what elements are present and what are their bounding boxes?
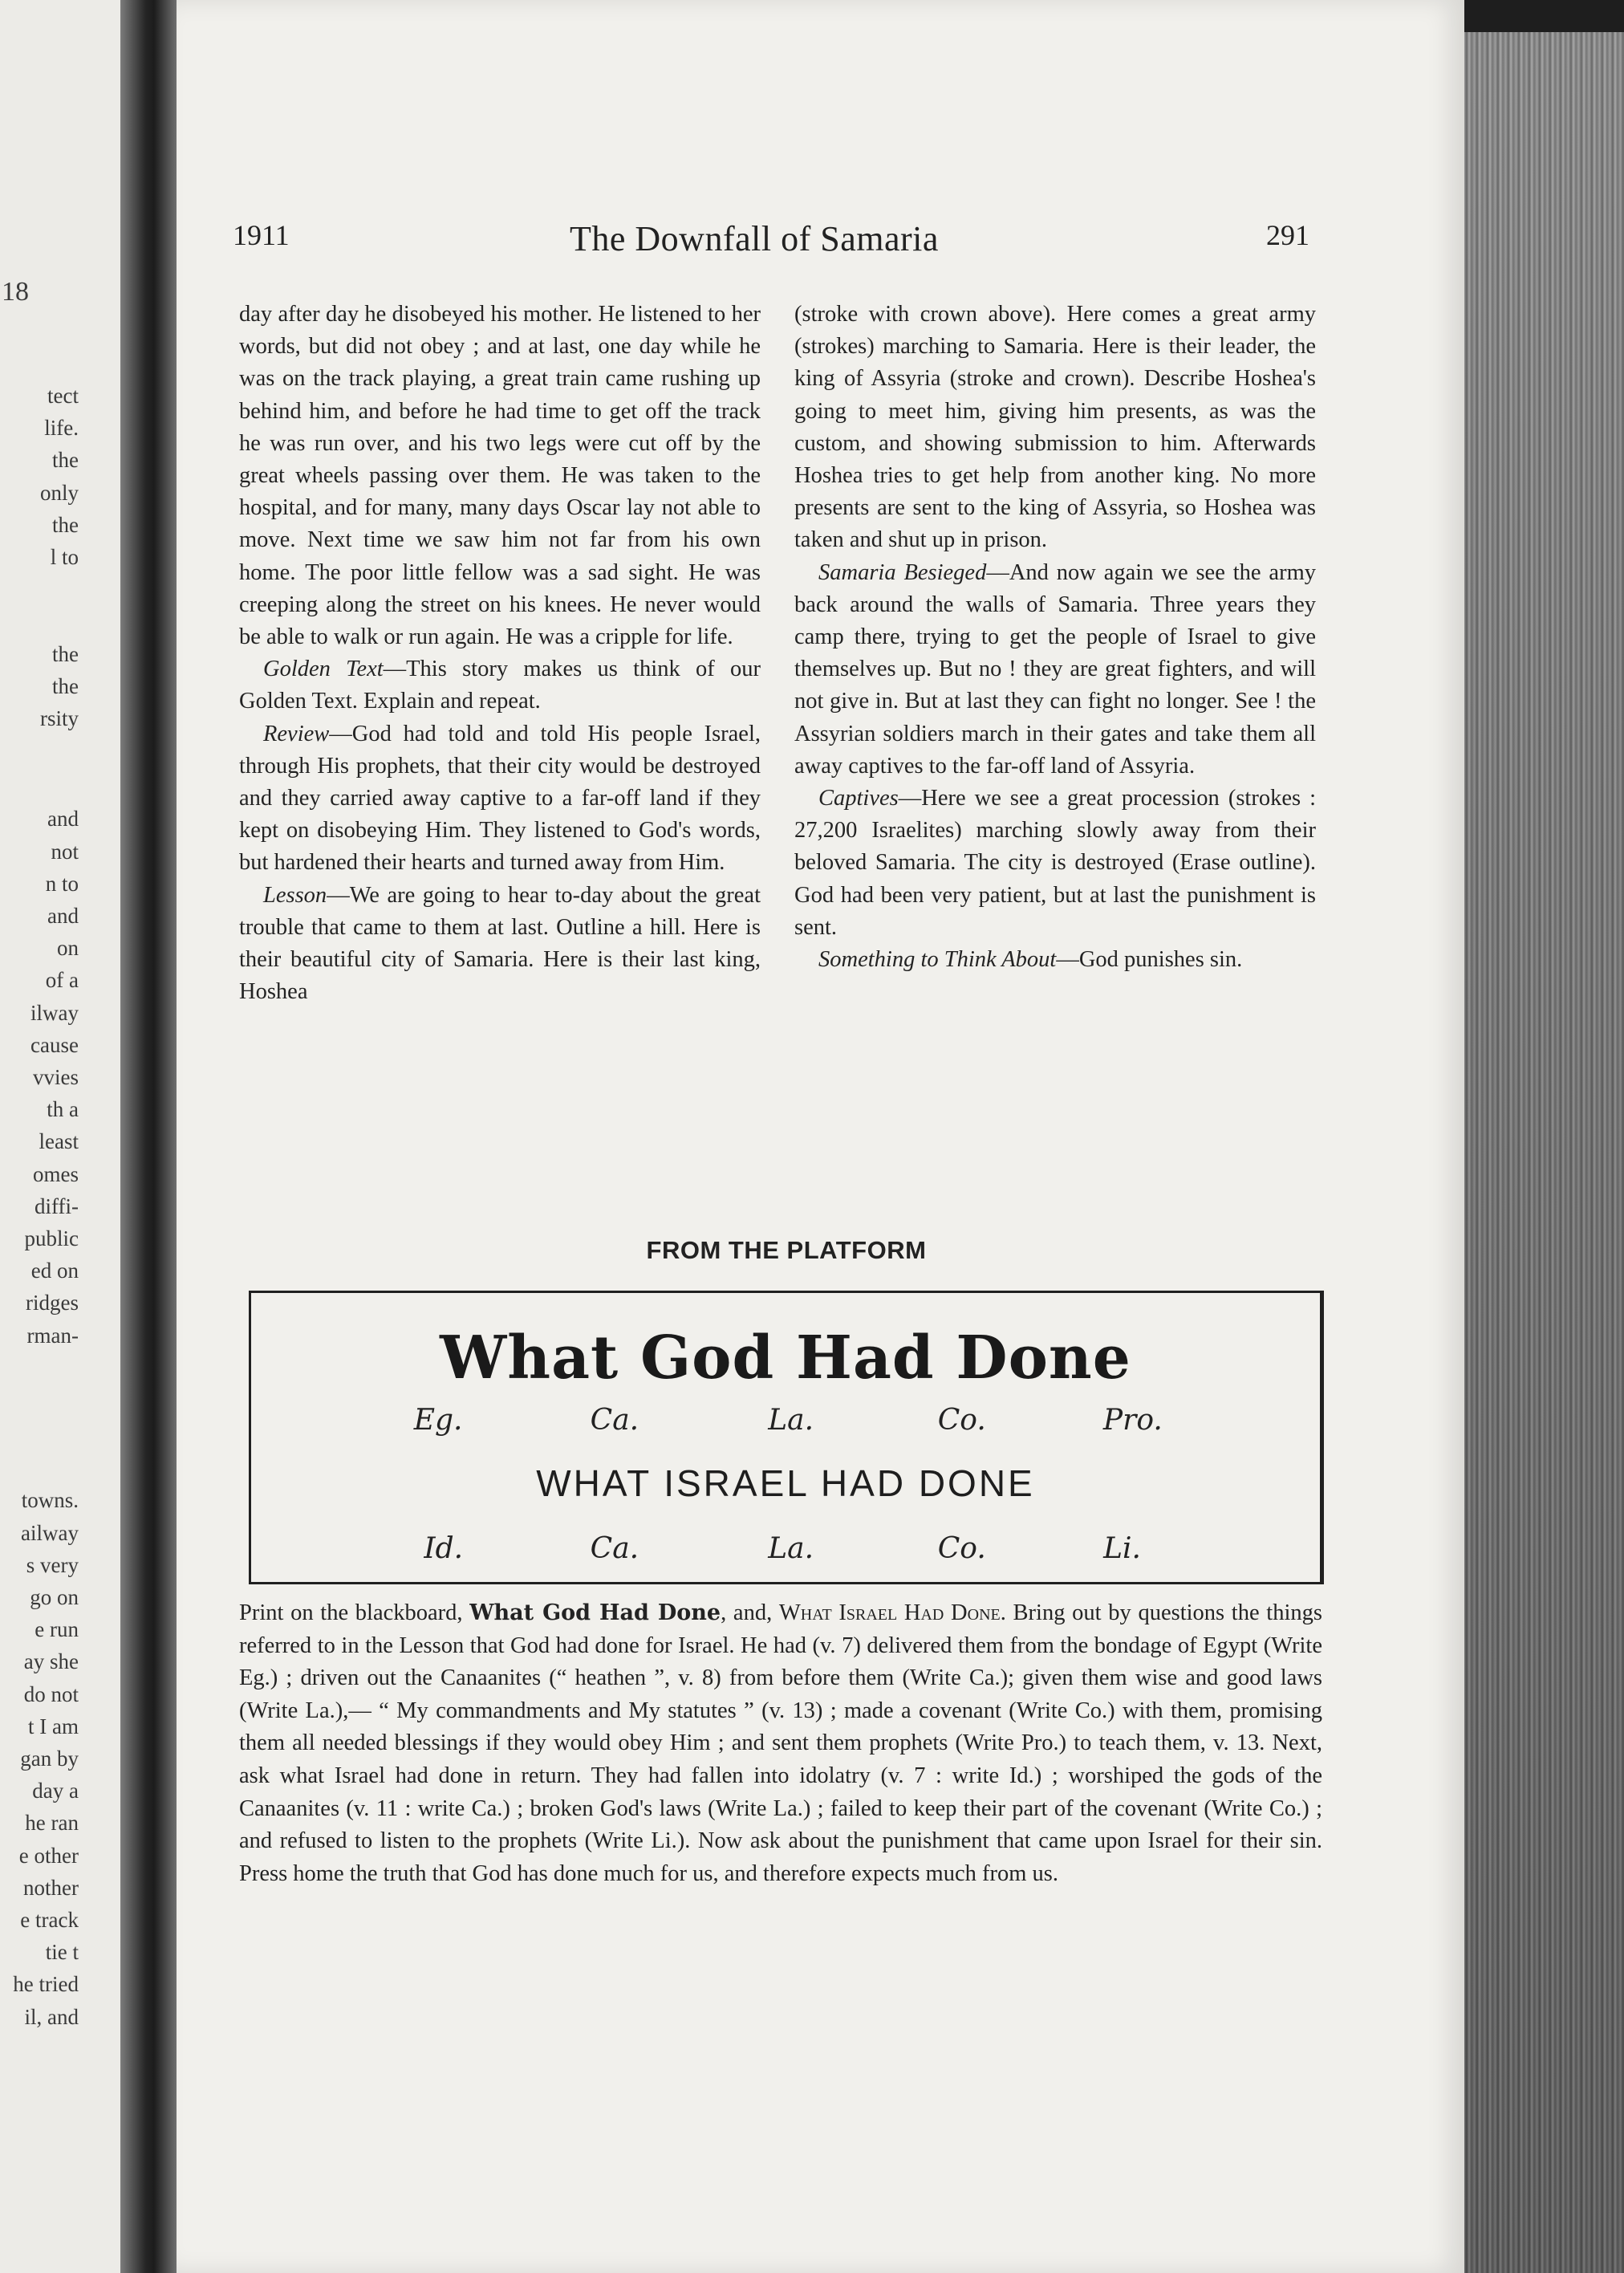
left-page-line-fragment: do not <box>23 1681 79 1706</box>
left-page-line-fragment: ay she <box>23 1649 79 1674</box>
left-page-line-fragment: the <box>52 673 79 698</box>
story-paragraph: day after day he disobeyed his mother. He listened to her words, but did not obey ; and at last, one day while he was on the track playing, a great train came rushing up behind him, and before he had time to get off the track he was run over, and his two legs were cut off by the great wheels passing over them. He was taken to the hospital, and for many, many days Oscar lay not able to move. Next time we saw him not far from his own home. The poor little fellow was a sad sight. He was creeping along the street on his knees. He never would be able to walk or run again. He was a cripple for life. <box>239 302 761 650</box>
abbr-ca: Ca. <box>590 1532 639 1565</box>
review-label: Review <box>263 721 330 746</box>
left-page-line-fragment: rsity <box>39 706 79 730</box>
left-page-line-fragment: ed on <box>30 1258 79 1283</box>
left-page-line-fragment: and <box>47 904 79 928</box>
left-page-line-fragment: l to <box>50 545 79 569</box>
left-page-line-fragment: e track <box>20 1908 79 1932</box>
think-about-paragraph <box>794 944 1316 976</box>
review-paragraph <box>239 718 761 880</box>
instr-text-2: , and, <box>721 1600 779 1625</box>
captives-label: Captives <box>818 786 899 811</box>
abbr-li: Li. <box>1103 1532 1142 1565</box>
left-page-line-fragment: n to <box>45 871 79 896</box>
abbr-co: Co. <box>937 1532 986 1565</box>
left-column <box>239 299 761 1008</box>
left-page-line-fragment: diffi- <box>35 1193 79 1218</box>
left-page-line-fragment: s very <box>26 1552 79 1577</box>
running-head-title: The Downfall of Samaria <box>570 219 939 258</box>
golden-text-body: —This story makes us think of our Golden Text. Explain and repeat. <box>239 657 761 714</box>
instr-blackletter-title: What God Had Done <box>469 1600 721 1625</box>
left-page-line-fragment: towns. <box>21 1488 79 1513</box>
abbreviation-row-israel <box>251 1532 1320 1572</box>
left-page-line-fragment: vvies <box>33 1065 79 1089</box>
left-page-line-fragment: only <box>39 480 79 505</box>
left-page-line-fragment: not <box>51 839 79 864</box>
blackboard-title-israel: WHAT ISRAEL HAD DONE <box>536 1462 1035 1504</box>
left-facing-page <box>0 0 120 2273</box>
lesson-body: —We are going to hear to-day about the great trouble that came to them at last. Outline a hill. Here is their beautiful city of Samaria. Here is their last king, Hoshea <box>239 882 761 1005</box>
abbr-la: La. <box>768 1532 814 1565</box>
left-page-line-fragment: ailway <box>21 1520 79 1545</box>
golden-text-paragraph <box>239 653 761 718</box>
left-page-line-fragment: go on <box>30 1585 79 1609</box>
left-page-line-fragment: nother <box>23 1875 79 1900</box>
left-page-line-fragment: on <box>57 936 79 961</box>
left-page-line-fragment: rman- <box>26 1323 79 1348</box>
left-page-number: 18 <box>2 277 29 307</box>
left-page-line-fragment: th a <box>47 1097 79 1122</box>
abbr-pro: Pro. <box>1102 1404 1163 1437</box>
book-page-edges <box>1464 32 1624 2273</box>
instr-text-1: Print on the blackboard, <box>239 1600 470 1625</box>
left-page-line-fragment: and <box>47 807 79 832</box>
page-number: 291 <box>1266 219 1309 251</box>
blackboard-instructions-paragraph <box>239 1597 1322 1890</box>
left-page-line-fragment: day a <box>32 1779 79 1803</box>
samaria-besieged-label: Samaria Besieged <box>818 559 987 585</box>
left-page-line-fragment: the <box>52 448 79 473</box>
left-page-line-fragment: il, and <box>24 2004 79 2029</box>
platform-heading: FROM THE PLATFORM <box>646 1236 927 1264</box>
instr-text-3: . Bring out by questions the things referred to in the Lesson that God had done for Israel. He had (v. 7) delivered them from the bondage of Egypt (Write Eg.) ; driven out the Canaanites (“ heathen ”, v. 8) from before them (Write Ca.); given them wise and good laws (Write La.),— “ My commandments and My statutes ” (v. 13) ; made a covenant (Write Co.) with them, promising them all needed blessings if they would obey Him ; and sent them prophets (Write Pro.) to teach them, v. 13. Next, ask what Israel had done in return. They had fallen into idolatry (v. 7 : write Id.) ; worshiped the gods of the Canaanites (v. 11 : write Ca.) ; broken God's laws (Write La.) ; failed to keep their part of the covenant (Write Co.) ; and refused to listen to the prophets (Write Li.). Now ask about the punishment that came upon Israel for their sin. Press home the truth that God has done much for us, and therefore expects much from us. <box>239 1600 1322 1886</box>
continued-lesson-paragraph: (stroke with crown above). Here comes a great army (strokes) marching to Samaria. Here is their leader, the king of Assyria (stroke and crown). Describe Hoshea's going to meet him, giving him presents, as was the custom, and showing submission to him. Afterwards Hoshea tries to get help from another king. No more presents are sent to the king of Assyria, so Hoshea was taken and shut up in prison. <box>794 302 1316 553</box>
abbr-ca: Ca. <box>590 1404 639 1437</box>
book-page <box>177 0 1464 2273</box>
samaria-besieged-paragraph <box>794 557 1316 783</box>
book-gutter <box>120 0 177 2273</box>
abbr-co: Co. <box>937 1404 986 1437</box>
golden-text-label: Golden Text <box>263 657 384 682</box>
left-page-line-fragment: he ran <box>25 1811 79 1836</box>
left-page-line-fragment: the <box>52 512 79 537</box>
lesson-paragraph <box>239 880 761 1009</box>
left-page-line-fragment: gan by <box>20 1746 79 1771</box>
left-page-line-fragment: he tried <box>13 1972 79 1997</box>
right-column <box>794 299 1316 976</box>
left-page-line-fragment: life. <box>44 416 79 441</box>
left-page-line-fragment: ilway <box>30 1000 79 1025</box>
abbr-id: Id. <box>424 1532 464 1565</box>
left-page-line-fragment: omes <box>33 1161 79 1186</box>
left-page-line-fragment: ridges <box>26 1291 79 1315</box>
left-page-line-fragment: e other <box>18 1843 79 1868</box>
captives-paragraph <box>794 783 1316 944</box>
blackboard-diagram <box>249 1291 1324 1584</box>
review-body: —God had told and told His people Israel, through His prophets, that their city would be destroyed and they carried away captive to a far-off land if they kept on disobeying Him. They listened to God's words, but hardened their hearts and turned away from Him. <box>239 721 761 876</box>
think-about-body: —God punishes sin. <box>1056 947 1243 973</box>
think-about-label: Something to Think About <box>818 947 1057 973</box>
captives-body: —Here we see a great procession (strokes : 27,200 Israelites) marching slowly away from their beloved Samaria. The city is destroyed (Erase outline). God had been very patient, but at last the punishment is sent. <box>794 786 1316 940</box>
abbreviation-row-god <box>251 1404 1320 1444</box>
left-page-line-fragment: tie t <box>45 1940 79 1965</box>
samaria-besieged-body: —And now again we see the army back around the walls of Samaria. Three years they camp there, trying to get the people of Israel to give themselves up. But no ! they are great fighters, and will not give in. But at last they can fight no longer. See ! the Assyrian soldiers march in their gates and take them all away captives to the far-off land of Assyria. <box>794 559 1316 779</box>
abbr-la: La. <box>768 1404 814 1437</box>
lesson-label: Lesson <box>263 882 327 908</box>
left-page-line-fragment: tect <box>47 384 79 408</box>
left-page-line-fragment: cause <box>30 1032 79 1057</box>
abbr-eg: Eg. <box>413 1404 463 1437</box>
instr-smallcaps-title: What Israel Had Done <box>778 1600 1001 1625</box>
left-page-line-fragment: e run <box>35 1617 79 1642</box>
left-page-line-fragment: of a <box>45 968 79 993</box>
left-page-line-fragment: t I am <box>28 1714 79 1738</box>
left-page-line-fragment: least <box>39 1129 79 1154</box>
blackboard-title-god: What God Had Done <box>440 1324 1131 1393</box>
left-page-line-fragment: public <box>24 1226 79 1250</box>
left-page-line-fragment: the <box>52 641 79 666</box>
running-head-year: 1911 <box>233 219 290 251</box>
